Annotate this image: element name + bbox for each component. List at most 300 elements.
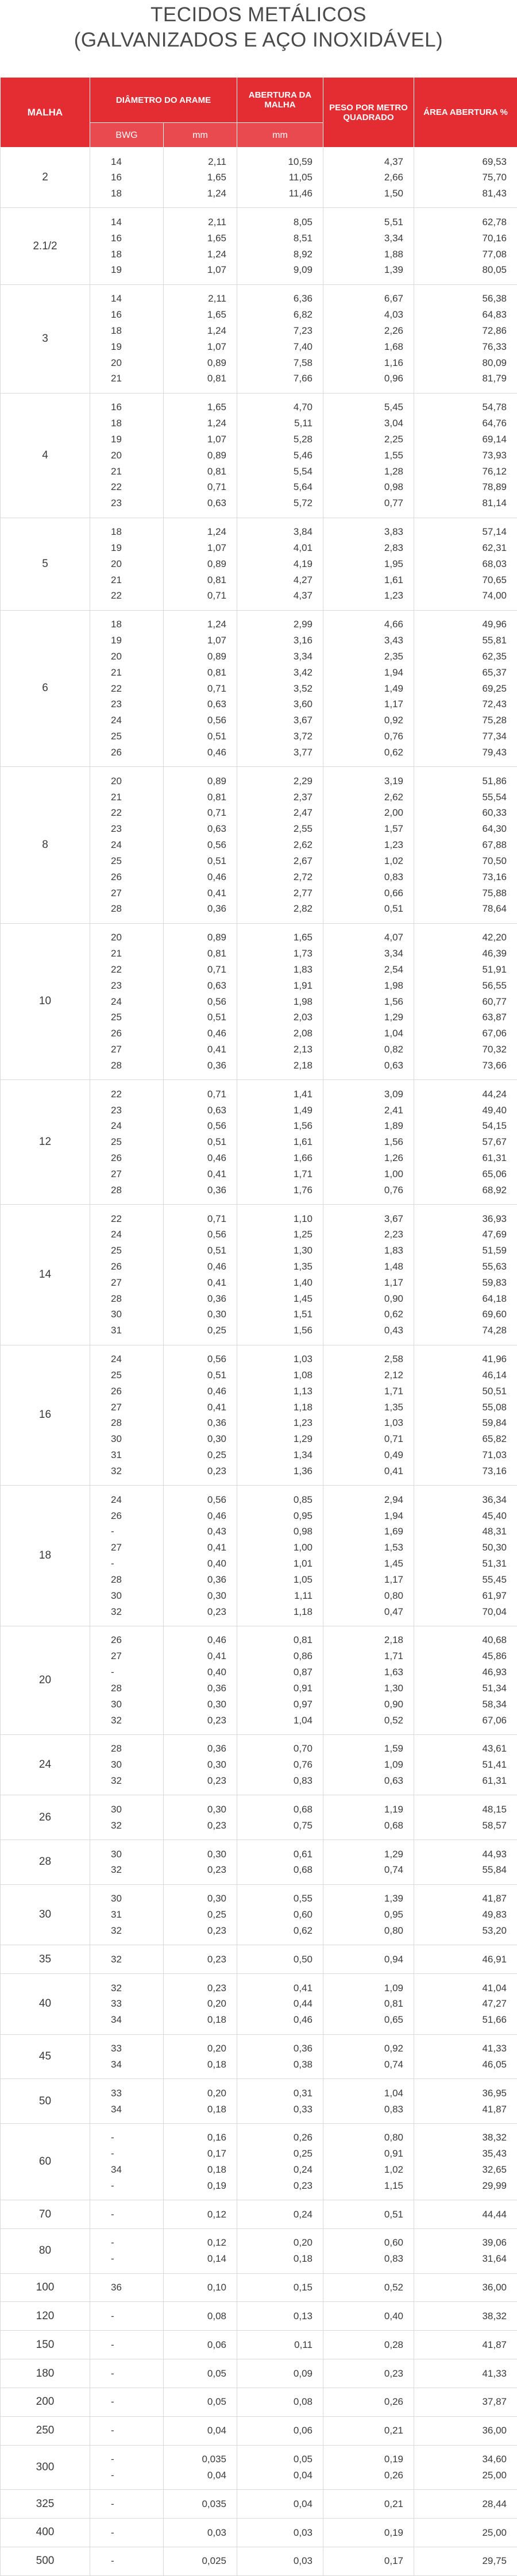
cell-bwg-value: 33 [111, 1996, 163, 2012]
cell-abertura-value: 0,18 [237, 2251, 312, 2267]
cell-area [414, 2034, 517, 2079]
cell-abertura-value: 1,76 [237, 1182, 312, 1198]
table-row [1, 2359, 517, 2388]
cell-abertura-value: 1,98 [237, 994, 312, 1010]
cell-bwg-value: 18 [111, 524, 163, 540]
cell-bwg-value: - [111, 2451, 163, 2467]
cell-bwg-value: 23 [111, 696, 163, 712]
cell-area-value: 58,34 [414, 1696, 507, 1713]
cell-peso [323, 2547, 414, 2575]
cell-area-value: 50,30 [414, 1540, 507, 1556]
table-row [1, 1840, 517, 1885]
cell-mm-value: 0,035 [164, 2496, 226, 2512]
cell-abertura-value: 4,19 [237, 556, 312, 572]
cell-abertura-value: 5,72 [237, 495, 312, 511]
cell-peso-value: 1,02 [323, 2162, 403, 2178]
cell-peso-value: 0,92 [323, 712, 403, 728]
cell-area-value: 69,14 [414, 431, 507, 448]
cell-mm-value: 0,30 [164, 1306, 226, 1322]
cell-peso-value: 1,95 [323, 556, 403, 572]
cell-mm [164, 1080, 237, 1205]
cell-abertura-value: 0,76 [237, 1757, 312, 1773]
cell-area-value: 69,25 [414, 681, 507, 697]
cell-peso-value: 1,29 [323, 1846, 403, 1862]
cell-abertura-value: 4,70 [237, 399, 312, 415]
cell-mm-value: 0,30 [164, 1891, 226, 1907]
cell-bwg [90, 1205, 164, 1345]
cell-area-value: 36,00 [414, 2280, 507, 2296]
cell-peso-value: 3,83 [323, 524, 403, 540]
cell-area-value: 47,69 [414, 1227, 507, 1243]
cell-mm-value: 0,56 [164, 1492, 226, 1508]
cell-abertura-value: 1,08 [237, 1367, 312, 1383]
cell-peso-value: 0,80 [323, 2130, 403, 2146]
cell-abertura [237, 1080, 323, 1205]
cell-abertura-value: 1,83 [237, 962, 312, 978]
cell-peso-value: 2,62 [323, 789, 403, 805]
cell-bwg-value: 28 [111, 1680, 163, 1696]
cell-peso [323, 2416, 414, 2445]
cell-peso-value: 3,67 [323, 1211, 403, 1227]
cell-bwg-value: 26 [111, 1259, 163, 1275]
cell-peso [323, 2302, 414, 2331]
cell-bwg [90, 1795, 164, 1840]
cell-peso-value: 1,61 [323, 572, 403, 588]
cell-area [414, 2416, 517, 2445]
cell-abertura-value: 3,42 [237, 665, 312, 681]
cell-abertura-value: 2,67 [237, 853, 312, 869]
cell-bwg-value: 33 [111, 2041, 163, 2057]
cell-bwg-value: 27 [111, 1540, 163, 1556]
cell-abertura-value: 1,56 [237, 1118, 312, 1134]
cell-area-value: 59,84 [414, 1415, 507, 1431]
cell-peso [323, 610, 414, 766]
cell-mm-value: 0,41 [164, 1399, 226, 1416]
cell-area-value: 78,64 [414, 901, 507, 917]
cell-mm-value: 2,11 [164, 291, 226, 307]
cell-bwg [90, 767, 164, 923]
cell-mm-value: 0,89 [164, 930, 226, 946]
cell-area-value: 47,27 [414, 1996, 507, 2012]
cell-bwg-value: 28 [111, 1741, 163, 1757]
cell-abertura-value: 0,11 [237, 2337, 312, 2353]
cell-area [414, 1974, 517, 2034]
cell-bwg [90, 2123, 164, 2200]
cell-malha: 18 [1, 1486, 90, 1626]
cell-area-value: 67,88 [414, 837, 507, 853]
cell-bwg-value: - [111, 2251, 163, 2267]
cell-abertura-value: 9,09 [237, 262, 312, 278]
cell-abertura [237, 1884, 323, 1945]
cell-malha: 150 [1, 2331, 90, 2359]
cell-peso-value: 2,35 [323, 649, 403, 665]
cell-bwg-value: 16 [111, 399, 163, 415]
cell-mm [164, 148, 237, 208]
cell-abertura-value: 6,36 [237, 291, 312, 307]
cell-bwg-value: 22 [111, 479, 163, 495]
cell-abertura-value: 5,64 [237, 479, 312, 495]
cell-area-value: 76,33 [414, 339, 507, 355]
cell-area [414, 1734, 517, 1795]
cell-malha: 70 [1, 2200, 90, 2229]
table-row [1, 1945, 517, 1974]
cell-bwg-value: 21 [111, 946, 163, 962]
cell-abertura-value: 1,13 [237, 1383, 312, 1399]
cell-peso-value: 1,59 [323, 1741, 403, 1757]
cell-bwg [90, 2416, 164, 2445]
cell-malha: 50 [1, 2079, 90, 2124]
cell-abertura-value: 1,61 [237, 1134, 312, 1150]
cell-mm-value: 0,30 [164, 1846, 226, 1862]
cell-bwg-value: 22 [111, 681, 163, 697]
cell-abertura-value: 0,03 [237, 2553, 312, 2569]
cell-mm-value: 1,65 [164, 307, 226, 323]
cell-mm-value: 0,81 [164, 665, 226, 681]
table-row [1, 1080, 517, 1205]
cell-bwg-value: 23 [111, 1102, 163, 1119]
cell-mm-value: 0,41 [164, 1166, 226, 1182]
cell-bwg-value: 32 [111, 1862, 163, 1878]
cell-bwg-value: 21 [111, 371, 163, 387]
cell-mm [164, 2200, 237, 2229]
table-row [1, 1626, 517, 1734]
cell-area [414, 2273, 517, 2302]
cell-bwg-value: 28 [111, 1291, 163, 1307]
cell-area-value: 70,50 [414, 853, 507, 869]
cell-area-value: 73,66 [414, 1058, 507, 1074]
cell-abertura-value: 7,58 [237, 355, 312, 371]
table-row [1, 2547, 517, 2575]
cell-bwg-value: 30 [111, 1802, 163, 1818]
cell-peso [323, 208, 414, 284]
header-abertura: ABERTURA DA MALHA [237, 78, 323, 123]
cell-abertura [237, 1734, 323, 1795]
cell-abertura [237, 2302, 323, 2331]
page-subtitle: (GALVANIZADOS E AÇO INOXIDÁVEL) [0, 28, 517, 53]
cell-abertura-value: 1,40 [237, 1275, 312, 1291]
cell-bwg-value: 32 [111, 1773, 163, 1789]
cell-mm-value: 0,46 [164, 1025, 226, 1042]
cell-mm-value: 0,36 [164, 1680, 226, 1696]
cell-peso-value: 0,94 [323, 1952, 403, 1968]
header-diametro: DIÂMETRO DO ARAME [90, 78, 237, 123]
cell-abertura-value: 5,11 [237, 415, 312, 431]
cell-abertura-value: 0,60 [237, 1907, 312, 1923]
cell-bwg-value: 24 [111, 994, 163, 1010]
cell-area-value: 57,67 [414, 1134, 507, 1150]
cell-mm-value: 0,23 [164, 1604, 226, 1620]
cell-peso-value: 3,34 [323, 230, 403, 246]
cell-bwg-value: 20 [111, 773, 163, 789]
cell-area [414, 767, 517, 923]
cell-area-value: 73,16 [414, 869, 507, 885]
cell-bwg-value: 20 [111, 930, 163, 946]
header-malha: MALHA [1, 78, 90, 148]
cell-mm-value: 0,30 [164, 1588, 226, 1604]
cell-peso-value: 1,15 [323, 2178, 403, 2194]
cell-mm-value: 0,89 [164, 773, 226, 789]
cell-peso-value: 0,76 [323, 728, 403, 745]
cell-mm-value: 0,23 [164, 1463, 226, 1479]
cell-abertura-value: 5,46 [237, 448, 312, 464]
cell-peso-value: 1,04 [323, 2085, 403, 2101]
cell-bwg-value: - [111, 2130, 163, 2146]
cell-mm [164, 1840, 237, 1885]
cell-abertura [237, 393, 323, 518]
cell-mm-value: 0,63 [164, 978, 226, 994]
cell-bwg [90, 2445, 164, 2490]
cell-area-value: 46,14 [414, 1367, 507, 1383]
cell-bwg-value: 27 [111, 885, 163, 901]
cell-abertura-value: 1,73 [237, 946, 312, 962]
cell-mm-value: 1,24 [164, 186, 226, 202]
cell-abertura-value: 8,92 [237, 246, 312, 263]
cell-abertura-value: 3,60 [237, 696, 312, 712]
cell-area-value: 72,86 [414, 323, 507, 339]
cell-mm [164, 610, 237, 766]
cell-peso-value: 1,53 [323, 1540, 403, 1556]
cell-abertura-value: 1,65 [237, 930, 312, 946]
cell-area-value: 54,78 [414, 399, 507, 415]
cell-area [414, 1486, 517, 1626]
cell-mm-value: 0,81 [164, 572, 226, 588]
cell-abertura [237, 767, 323, 923]
cell-bwg-value: 32 [111, 1923, 163, 1939]
cell-area-value: 44,93 [414, 1846, 507, 1862]
cell-bwg-value: 27 [111, 1166, 163, 1182]
cell-malha: 45 [1, 2034, 90, 2079]
cell-area-value: 55,63 [414, 1259, 507, 1275]
cell-bwg [90, 1345, 164, 1486]
cell-peso-value: 0,92 [323, 2041, 403, 2057]
cell-area-value: 51,41 [414, 1757, 507, 1773]
cell-peso-value: 5,51 [323, 214, 403, 230]
cell-peso-value: 1,50 [323, 186, 403, 202]
cell-bwg-value: - [111, 1524, 163, 1540]
cell-mm-value: 0,41 [164, 1042, 226, 1058]
cell-area-value: 75,88 [414, 885, 507, 901]
cell-area-value: 38,32 [414, 2130, 507, 2146]
cell-area [414, 284, 517, 393]
cell-abertura-value: 0,23 [237, 2178, 312, 2194]
cell-area [414, 2547, 517, 2575]
cell-mm [164, 2519, 237, 2547]
cell-area [414, 1626, 517, 1734]
cell-malha: 80 [1, 2228, 90, 2273]
cell-bwg-value: - [111, 2146, 163, 2162]
cell-bwg-value: 23 [111, 495, 163, 511]
cell-peso-value: 0,74 [323, 1862, 403, 1878]
cell-area-value: 80,05 [414, 262, 507, 278]
cell-area-value: 68,92 [414, 1182, 507, 1198]
cell-bwg-value: - [111, 2178, 163, 2194]
cell-malha: 300 [1, 2445, 90, 2490]
cell-mm-value: 0,25 [164, 1322, 226, 1339]
cell-abertura [237, 1974, 323, 2034]
cell-abertura-value: 0,15 [237, 2280, 312, 2296]
cell-peso-value: 0,91 [323, 2146, 403, 2162]
cell-bwg-value: 32 [111, 1818, 163, 1834]
cell-area-value: 29,75 [414, 2553, 507, 2569]
table-row [1, 767, 517, 923]
cell-mm-value: 0,10 [164, 2280, 226, 2296]
cell-peso-value: 2,66 [323, 169, 403, 186]
cell-bwg-value: 34 [111, 2057, 163, 2073]
cell-bwg-value: 26 [111, 1150, 163, 1166]
cell-abertura-value: 1,01 [237, 1556, 312, 1572]
cell-mm-value: 0,17 [164, 2146, 226, 2162]
cell-abertura [237, 2200, 323, 2229]
cell-peso [323, 2079, 414, 2124]
cell-mm-value: 0,23 [164, 1713, 226, 1729]
cell-bwg-value: 30 [111, 1846, 163, 1862]
cell-peso-value: 0,80 [323, 1588, 403, 1604]
cell-mm-value: 0,56 [164, 994, 226, 1010]
cell-mm-value: 1,24 [164, 246, 226, 263]
cell-abertura-value: 2,82 [237, 901, 312, 917]
cell-peso-value: 0,83 [323, 869, 403, 885]
cell-bwg [90, 610, 164, 766]
cell-area-value: 46,91 [414, 1952, 507, 1968]
cell-area-value: 74,00 [414, 588, 507, 604]
cell-peso-value: 1,17 [323, 1572, 403, 1588]
cell-area-value: 67,06 [414, 1025, 507, 1042]
cell-peso-value: 1,23 [323, 837, 403, 853]
cell-abertura-value: 0,05 [237, 2451, 312, 2467]
cell-peso [323, 1345, 414, 1486]
cell-mm-value: 0,23 [164, 1980, 226, 1996]
cell-peso-value: 2,26 [323, 323, 403, 339]
cell-peso-value: 6,67 [323, 291, 403, 307]
cell-mm [164, 2079, 237, 2124]
cell-mm-value: 0,36 [164, 1058, 226, 1074]
cell-abertura-value: 3,77 [237, 745, 312, 761]
cell-peso-value: 0,21 [323, 2423, 403, 2439]
cell-bwg-value: 30 [111, 1696, 163, 1713]
cell-abertura-value: 0,86 [237, 1648, 312, 1664]
cell-area-value: 45,86 [414, 1648, 507, 1664]
cell-bwg-value: 28 [111, 1572, 163, 1588]
cell-mm-value: 0,04 [164, 2423, 226, 2439]
cell-abertura-value: 0,04 [237, 2496, 312, 2512]
cell-mm-value: 0,18 [164, 2057, 226, 2073]
cell-mm-value: 1,24 [164, 415, 226, 431]
cell-peso [323, 1795, 414, 1840]
cell-malha: 250 [1, 2416, 90, 2445]
cell-peso-value: 0,90 [323, 1291, 403, 1307]
cell-area-value: 51,66 [414, 2012, 507, 2028]
cell-area-value: 34,60 [414, 2451, 507, 2467]
cell-bwg-value: 34 [111, 2012, 163, 2028]
cell-peso [323, 1945, 414, 1974]
cell-bwg-value: 24 [111, 837, 163, 853]
cell-area-value: 41,87 [414, 2337, 507, 2353]
cell-malha: 14 [1, 1205, 90, 1345]
cell-peso-value: 1,09 [323, 1980, 403, 1996]
cell-peso-value: 4,03 [323, 307, 403, 323]
cell-abertura-value: 3,84 [237, 524, 312, 540]
table-row [1, 2490, 517, 2519]
cell-bwg-value: 20 [111, 448, 163, 464]
cell-abertura-value: 1,36 [237, 1463, 312, 1479]
cell-area-value: 48,31 [414, 1524, 507, 1540]
cell-bwg-value: - [111, 2308, 163, 2324]
cell-mm-value: 0,71 [164, 681, 226, 697]
cell-peso-value: 0,76 [323, 1182, 403, 1198]
cell-area-value: 41,96 [414, 1351, 507, 1367]
cell-malha: 30 [1, 1884, 90, 1945]
cell-abertura-value: 1,03 [237, 1351, 312, 1367]
cell-bwg-value: 28 [111, 901, 163, 917]
cell-peso [323, 2034, 414, 2079]
cell-mm-value: 0,36 [164, 901, 226, 917]
cell-abertura-value: 0,61 [237, 1846, 312, 1862]
cell-bwg-value: 23 [111, 978, 163, 994]
cell-area-value: 32,65 [414, 2162, 507, 2178]
cell-peso-value: 0,66 [323, 885, 403, 901]
cell-peso-value: 1,03 [323, 1415, 403, 1431]
cell-area-value: 48,15 [414, 1802, 507, 1818]
cell-bwg-value: 19 [111, 262, 163, 278]
cell-area [414, 393, 517, 518]
cell-peso [323, 2200, 414, 2229]
cell-peso-value: 1,48 [323, 1259, 403, 1275]
cell-bwg-value: 24 [111, 1227, 163, 1243]
cell-abertura-value: 4,01 [237, 540, 312, 556]
table-row [1, 1734, 517, 1795]
cell-area-value: 79,43 [414, 745, 507, 761]
cell-malha: 40 [1, 1974, 90, 2034]
cell-bwg-value: 19 [111, 540, 163, 556]
cell-abertura [237, 1840, 323, 1885]
cell-area-value: 36,95 [414, 2085, 507, 2101]
cell-mm [164, 1345, 237, 1486]
cell-bwg-value: 18 [111, 186, 163, 202]
table-row [1, 2123, 517, 2200]
cell-peso-value: 1,71 [323, 1383, 403, 1399]
cell-peso-value: 2,41 [323, 1102, 403, 1119]
cell-bwg-value: 22 [111, 1086, 163, 1102]
cell-bwg-value: 18 [111, 246, 163, 263]
cell-peso-value: 3,43 [323, 633, 403, 649]
cell-area-value: 70,04 [414, 1604, 507, 1620]
cell-malha: 20 [1, 1626, 90, 1734]
cell-bwg [90, 2490, 164, 2519]
cell-abertura-value: 0,68 [237, 1802, 312, 1818]
table-row [1, 2228, 517, 2273]
cell-area-value: 41,87 [414, 2101, 507, 2118]
table-body [1, 148, 517, 2576]
page-title: TECIDOS METÁLICOS [0, 2, 517, 28]
cell-bwg-value: - [111, 1556, 163, 1572]
cell-area-value: 63,87 [414, 1009, 507, 1025]
cell-peso [323, 1626, 414, 1734]
cell-abertura-value: 8,05 [237, 214, 312, 230]
cell-abertura [237, 2034, 323, 2079]
cell-mm-value: 0,23 [164, 1952, 226, 1968]
cell-peso-value: 0,82 [323, 1042, 403, 1058]
cell-abertura-value: 1,11 [237, 1588, 312, 1604]
cell-bwg-value: 18 [111, 415, 163, 431]
cell-area-value: 65,37 [414, 665, 507, 681]
cell-abertura-value: 1,30 [237, 1243, 312, 1259]
cell-abertura-value: 1,23 [237, 1415, 312, 1431]
cell-abertura-value: 3,34 [237, 649, 312, 665]
cell-mm [164, 2228, 237, 2273]
cell-mm-value: 1,65 [164, 230, 226, 246]
cell-peso [323, 2359, 414, 2388]
cell-mm-value: 0,41 [164, 1540, 226, 1556]
